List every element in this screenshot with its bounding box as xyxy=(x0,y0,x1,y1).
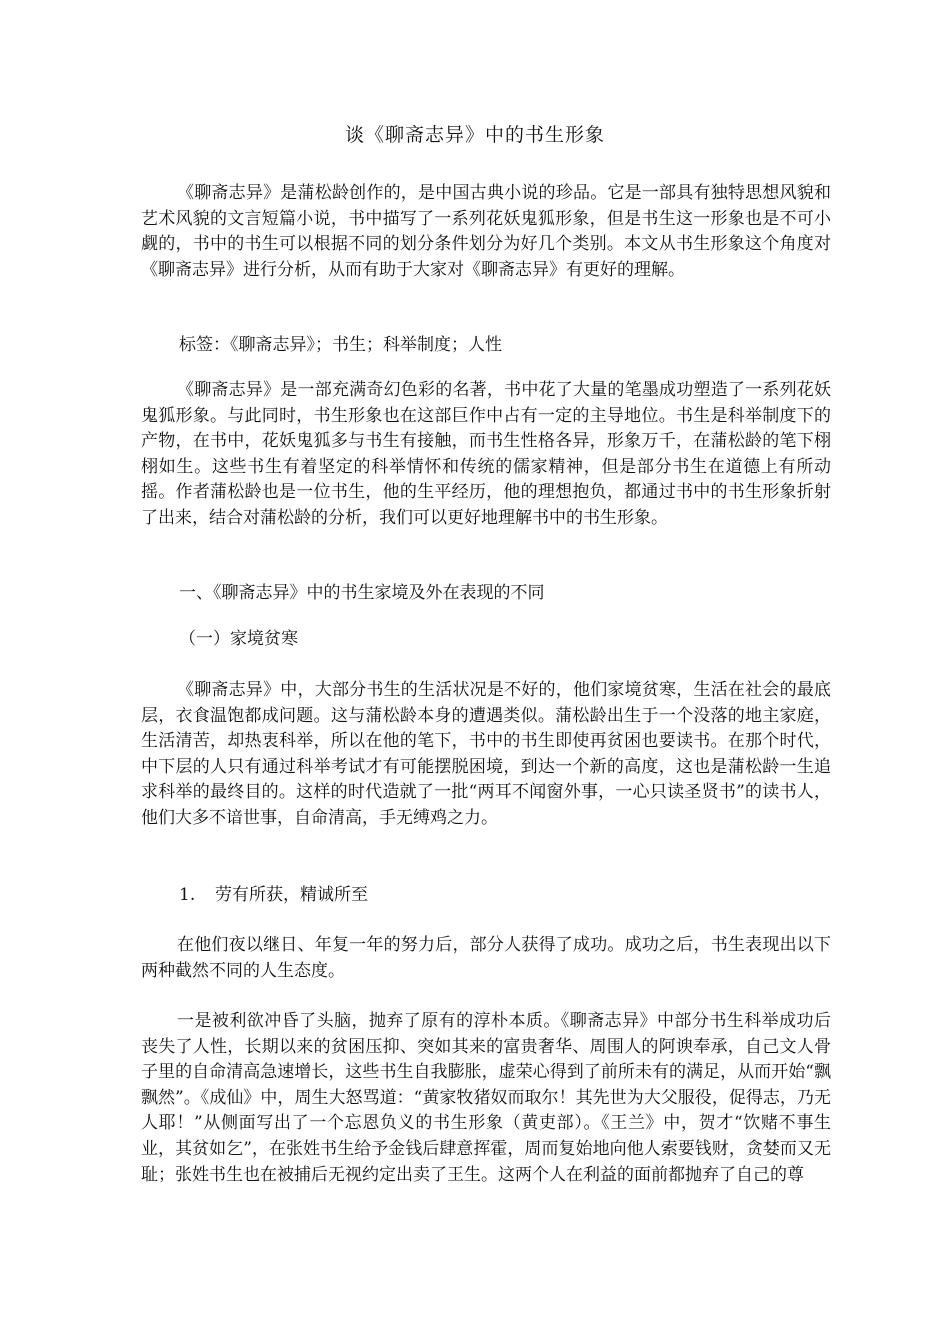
item-number: 1. xyxy=(179,885,196,905)
intro-paragraph: 《聊斋志异》是一部充满奇幻色彩的名著，书中花了大量的笔墨成功塑造了一系列花妖鬼狐形象。与此同时，书生形象也在这部巨作中占有一定的主导地位。书生是科举制度下的产物，在书中，花妖鬼狐多与书生有接触，而书生性格各异，形象万千，在蒲松龄的笔下栩栩如生。这些书生有着坚定的科举情怀和传统的儒家精神，但是部分书生在道德上有所动摇。作者蒲松龄也是一位书生，他的生平经历，他的理想抱负，都通过书中的书生形象折射了出来，结合对蒲松龄的分析，我们可以更好地理解书中的书生形象。 xyxy=(141,380,831,528)
document-title: 谈《聊斋志异》中的书生形象 xyxy=(344,124,605,146)
abstract-paragraph: 《聊斋志异》是蒲松龄创作的，是中国古典小说的珍品。它是一部具有独特思想风貌和艺术风貌的文言短篇小说，书中描写了一系列花妖鬼狐形象，但是书生这一形象也是不可小觑的，书中的书生可以根据不同的划分条件划分为好几个类别。本文从书生形象这个角度对《聊斋志异》进行分析，从而有助于大家对《聊斋志异》有更好的理解。 xyxy=(141,183,831,280)
item-paragraph: 在他们夜以继日、年复一年的努力后，部分人获得了成功。成功之后，书生表现出以下两种截然不同的人生态度。 xyxy=(141,935,831,981)
item-heading-text: 劳有所获，精诚所至 xyxy=(215,885,368,905)
subsection-heading: （一）家境贫寒 xyxy=(179,629,298,649)
tags-line: 标签：《聊斋志异》；书生；科举制度；人性 xyxy=(179,335,502,355)
item-heading xyxy=(179,883,368,908)
section-heading: 一、《聊斋志异》中的书生家境及外在表现的不同 xyxy=(179,583,545,603)
section-paragraph: 《聊斋志异》中，大部分书生的生活状况是不好的，他们家境贫寒，生活在社会的最底层，衣食温饱都成问题。这与蒲松龄本身的遭遇类似。蒲松龄出生于一个没落的地主家庭，生活清苦，却热衷科举，所以在他的笔下，书中的书生即使再贫困也要读书。在那个时代，中下层的人只有通过科举考试才有可能摆脱困境，到达一个新的高度，这也是蒲松龄一生追求科举的最终目的。这样的时代造就了一批“两耳不闻窗外事，一心只读圣贤书”的读书人，他们大多不谙世事，自命清高，手无缚鸡之力。 xyxy=(141,680,831,828)
item-paragraph-2: 一是被利欲冲昏了头脑，抛弃了原有的淳朴本质。《聊斋志异》中部分书生科举成功后丧失了人性，长期以来的贫困压抑、突如其来的富贵奢华、周围人的阿谀奉承，自己文人骨子里的自命清高急速增长，这些书生自我膨胀，虚荣心得到了前所未有的满足，从而开始“飘飘然”。《成仙》中，周生大怒骂道：“黄家牧猪奴而取尔！其先世为大父服役，促得志，乃无人耶！”从侧面写出了一个忘恩负义的书生形象（黄吏部）。《王兰》中，贺才“饮赌不事生业，其贫如乞”，在张姓书生给予金钱后肆意挥霍，周而复始地向他人索要钱财，贪婪而又无耻；张姓书生也在被捕后无视约定出卖了王生。这两个人在利益的面前都抛弃了自己的尊 xyxy=(141,1011,831,1185)
